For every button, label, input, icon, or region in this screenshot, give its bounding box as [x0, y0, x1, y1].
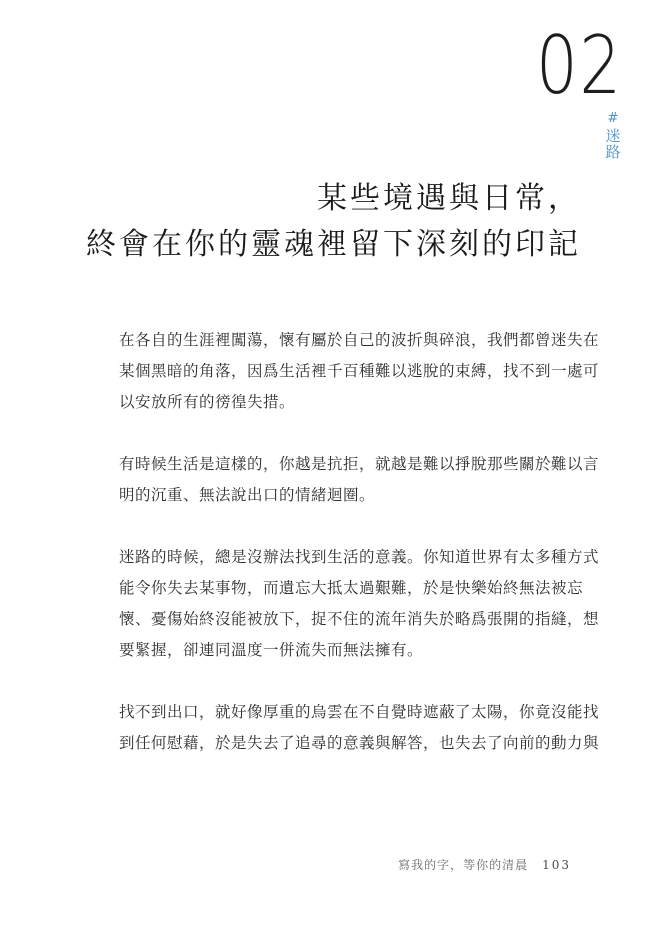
headline-line: 終會在你的靈魂裡留下深刻的印記	[86, 227, 581, 262]
chapter-tag-char: 路	[605, 143, 621, 161]
page-footer	[398, 856, 571, 873]
chapter-tag-hash: #	[607, 111, 619, 126]
headline-line: 某些境遇與日常，	[317, 181, 581, 216]
paragraph-line: 在各自的生涯裡闖蕩，懷有屬於自己的波折與碎浪，我們都曾迷失在	[119, 331, 600, 349]
paragraph-line: 某個黑暗的角落，因爲生活裡千百種難以逃脫的束縛，找不到一處可	[119, 362, 600, 380]
body-text	[119, 325, 600, 790]
paragraph-line: 要緊握，卻連同溫度一併流失而無法擁有。	[119, 641, 424, 659]
chapter-tag-char: 迷	[605, 127, 621, 145]
paragraph-line: 以安放所有的徬徨失措。	[119, 393, 296, 411]
paragraph	[119, 697, 600, 759]
chapter-headline	[86, 176, 581, 268]
paragraph-line: 迷路的時候，總是沒辦法找到生活的意義。你知道世界有太多種方式	[119, 548, 600, 566]
paragraph	[119, 449, 600, 511]
paragraph-line: 明的沉重、無法說出口的情緒迴圈。	[119, 486, 376, 504]
paragraph-line: 能令你失去某事物，而遺忘大抵太過艱難，於是快樂始終無法被忘	[119, 579, 584, 597]
page-number: 103	[542, 858, 571, 872]
chapter-tag	[603, 112, 623, 160]
paragraph-line: 懷、憂傷始終沒能被放下，捉不住的流年消失於略爲張開的指縫，想	[119, 610, 600, 628]
paragraph-line: 到任何慰藉，於是失去了追尋的意義與解答，也失去了向前的動力與	[119, 734, 600, 752]
paragraph	[119, 542, 600, 666]
running-title: 寫我的字，等你的清晨	[398, 858, 529, 872]
paragraph-line: 有時候生活是這樣的，你越是抗拒，就越是難以掙脫那些關於難以言	[119, 455, 600, 473]
chapter-number: 02	[536, 19, 623, 112]
paragraph	[119, 325, 600, 418]
paragraph-line: 找不到出口，就好像厚重的烏雲在不自覺時遮蔽了太陽，你竟沒能找	[119, 703, 600, 721]
